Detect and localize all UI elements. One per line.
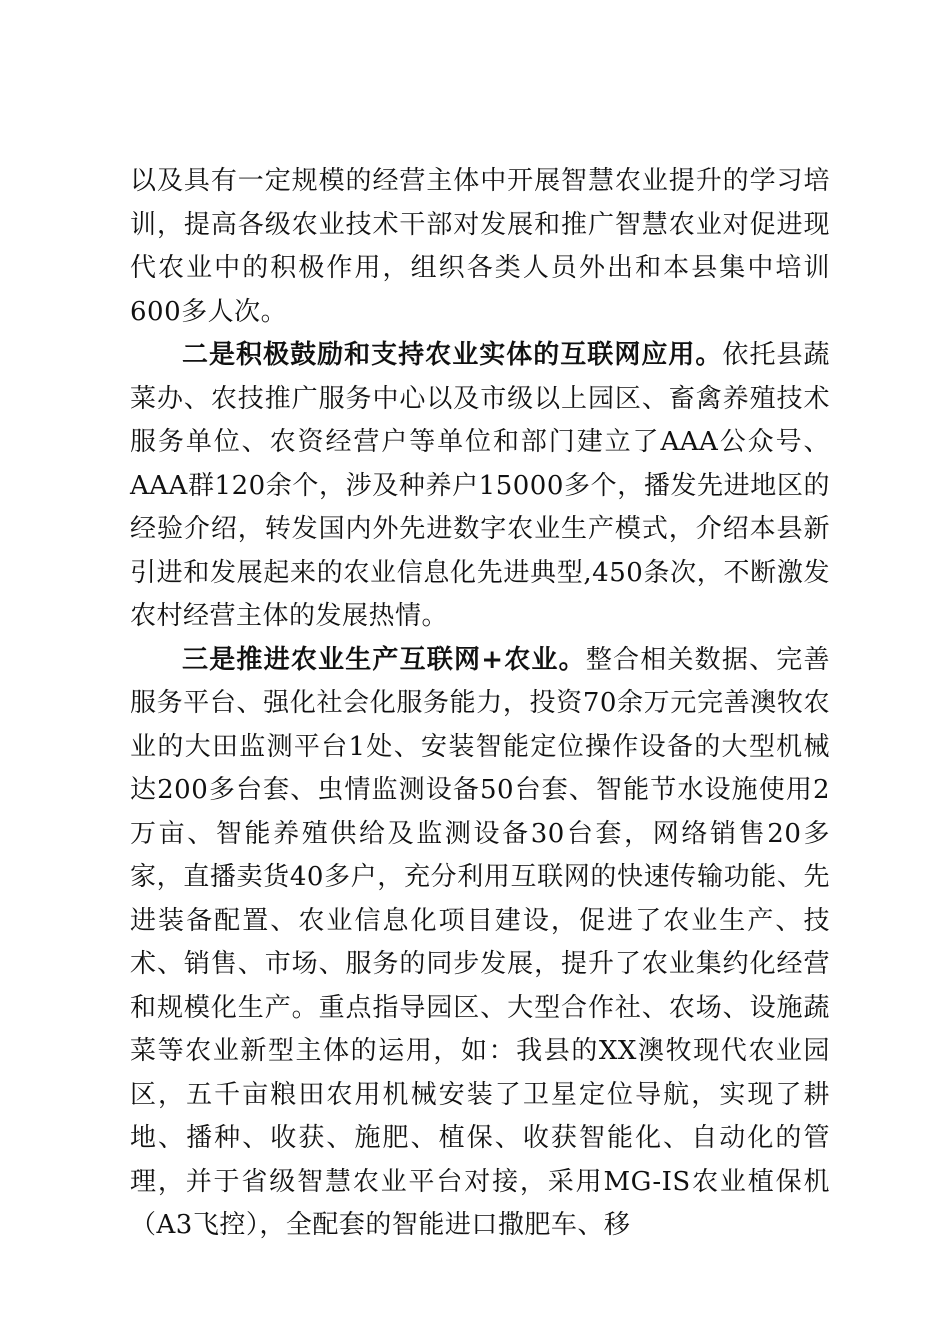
- paragraph-internet-plus-agriculture: [130, 639, 830, 1248]
- paragraph-body: 以及具有一定规模的经营主体中开展智慧农业提升的学习培训，提高各级农业技术干部对发展和推广智慧农业对促进现代农业中的积极作用，组织各类人员外出和本县集中培训600多人次。: [130, 166, 830, 327]
- paragraph-continuation: [130, 160, 830, 334]
- paragraph-body: 整合相关数据、完善服务平台、强化社会化服务能力，投资70余万元完善澳牧农业的大田监测平台1处、安装智能定位操作设备的大型机械达200多台套、虫情监测设备50台套、智能节水设施使用2万亩、智能养殖供给及监测设备30台套，网络销售20多家，直播卖货40多户，充分利用互联网的快速传输功能、先进装备配置、农业信息化项目建设，促进了农业生产、技术、销售、市场、服务的同步发展，提升了农业集约化经营和规模化生产。重点指导园区、大型合作社、农场、设施蔬菜等农业新型主体的运用，如：我县的XX澳牧现代农业园区，五千亩粮田农用机械安装了卫星定位导航，实现了耕地、播种、收获、施肥、植保、收获智能化、自动化的管理，并于省级智慧农业平台对接，采用MG-IS农业植保机（A3飞控），全配套的智能进口撒肥车、移: [130, 644, 830, 1240]
- paragraph-heading: 三是推进农业生产互联网+农业。: [182, 644, 586, 675]
- paragraph-internet-application: [130, 334, 830, 639]
- paragraph-heading: 二是积极鼓励和支持农业实体的互联网应用。: [182, 340, 723, 370]
- body-text: [130, 160, 830, 1248]
- paragraph-body: 依托县蔬菜办、农技推广服务中心以及市级以上园区、畜禽养殖技术服务单位、农资经营户等单位和部门建立了AAA公众号、AAA群120余个，涉及种养户15000多个，播发先进地区的经验介绍，转发国内外先进数字农业生产模式，介绍本县新引进和发展起来的农业信息化先进典型,450条次，不断激发农村经营主体的发展热情。: [130, 340, 830, 631]
